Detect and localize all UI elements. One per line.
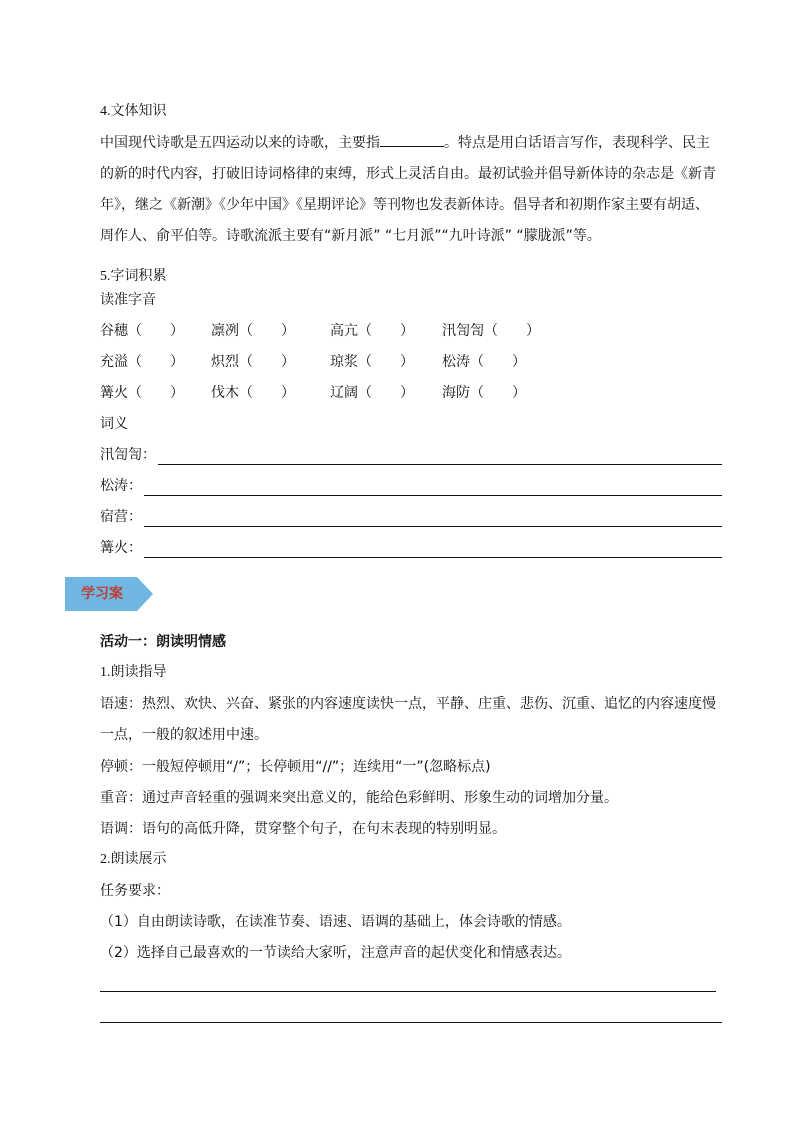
reading-guide-heading: 1.朗读指导: [100, 665, 167, 680]
definition-label: 汛訇訇：: [100, 447, 156, 463]
stress-line: 重音：通过声音轻重的强调来突出意义的，能给色彩鲜明、形象生动的词增加分量。: [100, 790, 618, 806]
word-cell: 炽烈（ ）: [211, 354, 295, 370]
tag-label: 学习案: [81, 586, 123, 602]
word-cell: 汛訇訇（ ）: [442, 323, 540, 339]
definition-label: 篝火：: [100, 540, 142, 556]
activity-title: 活动一：朗读明情感: [100, 634, 226, 650]
answer-line[interactable]: [100, 1022, 722, 1023]
definition-row: [100, 476, 722, 496]
definition-label: 松涛：: [100, 478, 142, 494]
fill-in-blank[interactable]: [380, 132, 444, 147]
task-item: （1）自由朗读诗歌，在读准节奏、语速、语调的基础上，体会诗歌的情感。: [100, 914, 571, 930]
word-cell: 凛冽（ ）: [211, 323, 295, 339]
meaning-label: 词义: [100, 416, 128, 432]
word-cell: 充溢（ ）: [100, 354, 184, 370]
answer-line[interactable]: [144, 557, 722, 558]
definition-row: [100, 507, 722, 527]
answer-line[interactable]: [144, 526, 722, 527]
answer-line[interactable]: [100, 991, 716, 992]
word-cell: 松涛（ ）: [442, 354, 526, 370]
task-label: 任务要求：: [100, 883, 170, 899]
section-4-paragraph: [100, 128, 722, 252]
definition-row: [100, 445, 722, 465]
pronunciation-label: 读准字音: [100, 292, 156, 308]
section-4-text-part1: 中国现代诗歌是五四运动以来的诗歌，主要指: [100, 135, 380, 151]
section-4-text-part2: 。特点是用白话语言写作，表现科学、民主的新的时代内容，打破旧诗词格律的束缚，形式上灵活自由。最初试验并倡导新体诗的杂志是《新青年》，继之《新潮》《少年中国》《星期评论》等刊物也发表新体诗。倡导者和初期作家主要有胡适、周作人、俞平伯等。诗歌流派主要有“新月派” “七月派”“九叶诗派” “朦胧派”等。: [100, 135, 716, 244]
word-cell: 高亢（ ）: [330, 323, 414, 339]
section-4-heading: 4.文体知识: [100, 104, 167, 119]
word-cell: 篝火（ ）: [100, 385, 184, 401]
word-cell: 海防（ ）: [442, 385, 526, 401]
word-cell: 琼浆（ ）: [330, 354, 414, 370]
definition-label: 宿营：: [100, 509, 142, 525]
speed-paragraph: 语速：热烈、欢快、兴奋、紧张的内容速度读快一点，平静、庄重、悲伤、沉重、追忆的内容速度慢一点，一般的叙述用中速。: [100, 696, 716, 743]
answer-line[interactable]: [158, 464, 722, 465]
show-heading: 2.朗读展示: [100, 852, 167, 867]
task-item: （2）选择自己最喜欢的一节读给大家听，注意声音的起伏变化和情感表达。: [100, 945, 571, 961]
section-5-heading: 5.字词积累: [100, 269, 167, 284]
pause-line: 停顿：一般短停顿用“/”；长停顿用“//”；连续用“一”(忽略标点): [100, 759, 491, 775]
definition-row: [100, 538, 722, 558]
word-cell: 谷穗（ ）: [100, 323, 184, 339]
intonation-line: 语调：语句的高低升降，贯穿整个句子，在句末表现的特别明显。: [100, 821, 506, 837]
word-cell: 辽阔（ ）: [330, 385, 414, 401]
study-plan-tag: [65, 577, 153, 611]
word-cell: 伐木（ ）: [211, 385, 295, 401]
answer-line[interactable]: [144, 495, 722, 496]
